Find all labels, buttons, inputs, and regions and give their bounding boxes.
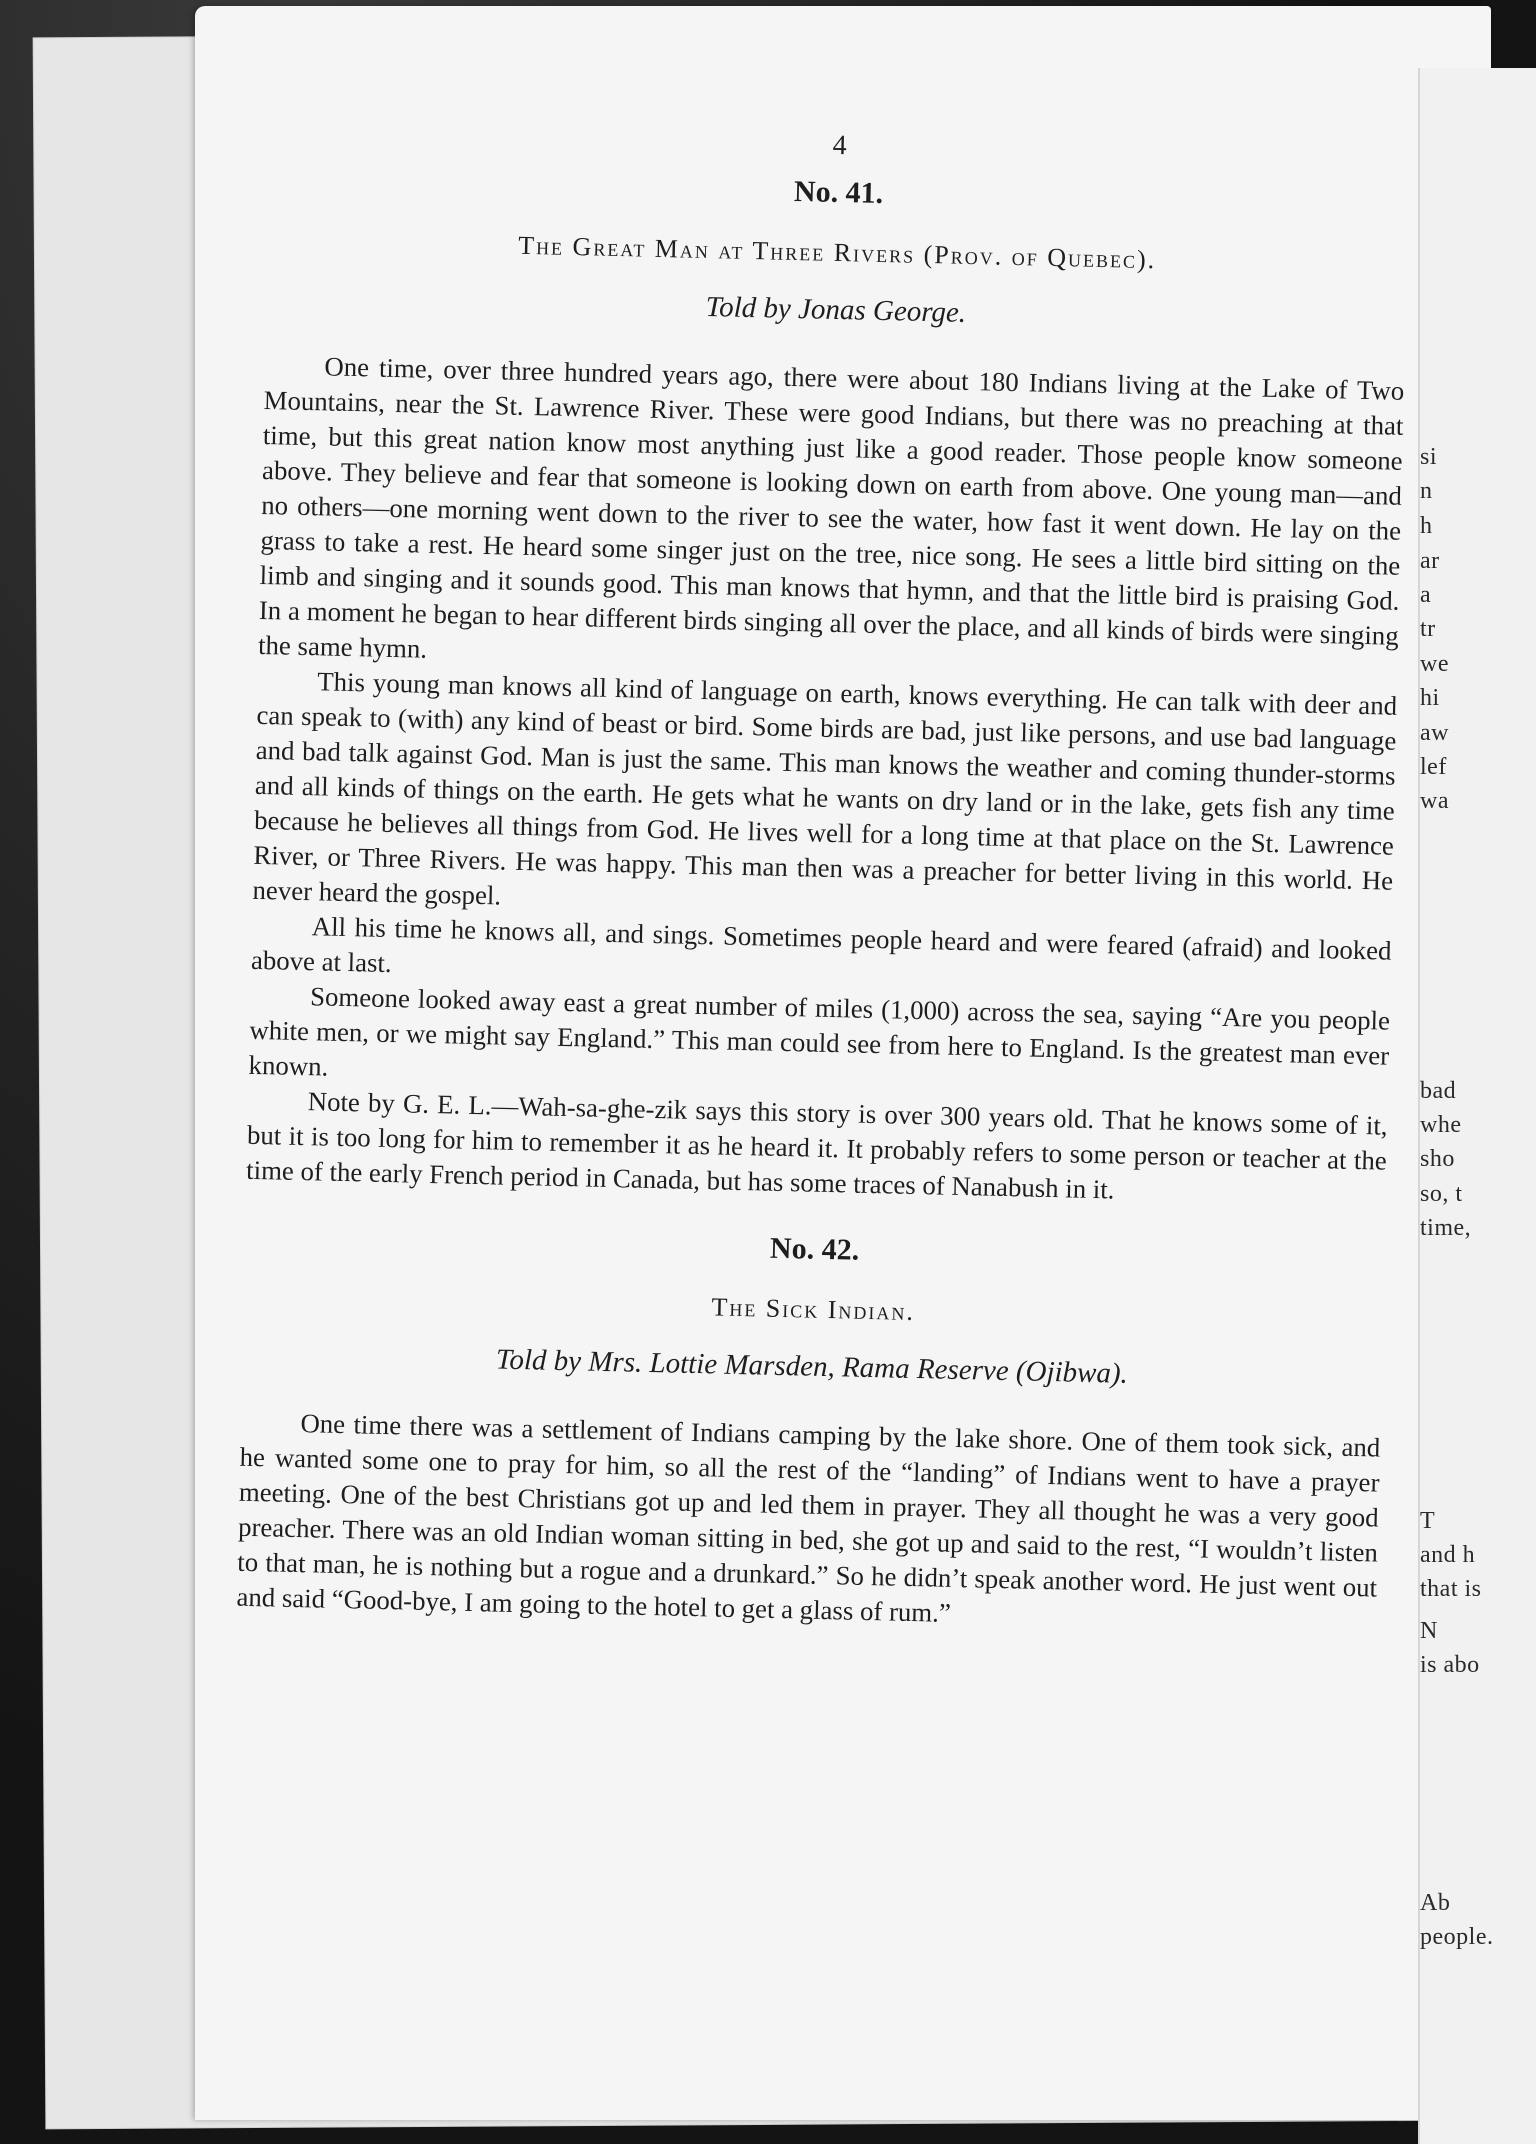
story-title: The Sick Indian. — [711, 1292, 916, 1327]
facing-fragment: N — [1420, 1618, 1438, 1644]
facing-fragment: is abo — [1420, 1652, 1480, 1678]
story-paragraph: One time, over three hundred years ago, there were about 180 Indians living at the Lake of Two Mountains, near the St. Lawrence River. These were good Indians, but there was no preaching at that time, but this great nation know most anything just like a good reader. Those people know someone above. They believe and fear that someone is looking down on earth from above. One young man—and no others—one morning went down to the river to see the water, how fast it went down. He lay on the grass to take a rest. He heard some singer just on the tree, nice song. He sees a little bird sitting on the limb and singing and it sounds good. This man knows that hymn, and that the little bird is praising God. In a moment he began to hear different birds singing all over the place, and all kinds of birds were singing the same hymn. — [257, 351, 1405, 664]
facing-fragment: bad — [1420, 1078, 1457, 1104]
editor-note: Note by G. E. L.—Wah-sa-ghe-zik says this story is over 300 years old. That he knows some of it, but it is too long for him to remember it as he heard it. It probably refers to some person or teacher at the time of the early French period in Canada, but has some traces of Nanabush in it. — [245, 1086, 1388, 1205]
facing-fragment: ar — [1420, 548, 1440, 574]
page-number: 4 — [832, 129, 847, 162]
facing-fragment: that is — [1420, 1576, 1482, 1602]
facing-fragment: sho — [1420, 1146, 1455, 1172]
facing-fragment: lef — [1420, 754, 1447, 780]
facing-page — [1418, 68, 1536, 2144]
page-content — [236, 117, 1410, 1640]
story-title: The Great Man at Three Rivers (Prov. of Quebec). — [517, 230, 1157, 275]
facing-fragment: T — [1420, 1508, 1436, 1534]
facing-fragment: and h — [1420, 1542, 1476, 1568]
facing-fragment: a — [1420, 582, 1432, 608]
facing-fragment: si — [1420, 444, 1438, 470]
facing-fragment: wa — [1420, 788, 1449, 814]
facing-fragment: we — [1420, 651, 1449, 677]
facing-fragment: whe — [1420, 1112, 1462, 1138]
facing-fragment: h — [1420, 513, 1433, 539]
story-paragraph: One time there was a settlement of Indians camping by the lake shore. One of them took sick, and he wanted some one to pray for him, so all the rest of the “landing” of Indians went to have a prayer meeting. One of the best Christians got up and led them in prayer. They all thought he was a very good preacher. There was an old Indian woman sitting in bed, she got up and said to the rest, “I wouldn’t listen to that man, he is nothing but a rogue and a drunkard.” So he didn’t speak another word. He just went out and said “Good-bye, I am going to the hotel to get a glass of rum.” — [236, 1408, 1381, 1628]
story-paragraph: All his time he knows all, and sings. Sometimes people heard and were feared (afraid) and looked above at last. — [250, 911, 1392, 979]
story-teller: Told by Mrs. Lottie Marsden, Rama Reserve (Ojibwa). — [495, 1343, 1129, 1390]
facing-fragment: Ab — [1420, 1890, 1451, 1916]
facing-fragment: aw — [1420, 720, 1449, 746]
facing-fragment: so, t — [1420, 1181, 1463, 1207]
facing-fragment: people. — [1420, 1924, 1494, 1950]
story-paragraph: Someone looked away east a great number of miles (1,000) across the sea, saying “Are you people white men, or we might say England.” This man could see from here to England. Is the greatest man ever known. — [248, 981, 1391, 1082]
story-teller: Told by Jonas George. — [705, 291, 967, 329]
story-number: No. 41. — [793, 174, 884, 210]
facing-fragment: tr — [1420, 616, 1436, 642]
story-number: No. 42. — [769, 1231, 860, 1267]
facing-fragment: hi — [1420, 685, 1440, 711]
story-paragraph: This young man knows all kind of language on earth, knows everything. He can talk with deer and can speak to (with) any kind of beast or bird. Some birds are bad, just like persons, and use bad language and bad talk against God. Man is just the same. This man knows the weather and coming thunder-storms and all kinds of things on the earth. He gets what he wants on dry land or in the lake, gets fish any time because he believes all things from God. He lives well for a long time at that place on the St. Lawrence River, or Three Rivers. He was happy. This man then was a preacher for better living in this world. He never heard the gospel. — [252, 666, 1398, 911]
facing-fragment: time, — [1420, 1215, 1472, 1241]
facing-fragment: n — [1420, 478, 1433, 504]
